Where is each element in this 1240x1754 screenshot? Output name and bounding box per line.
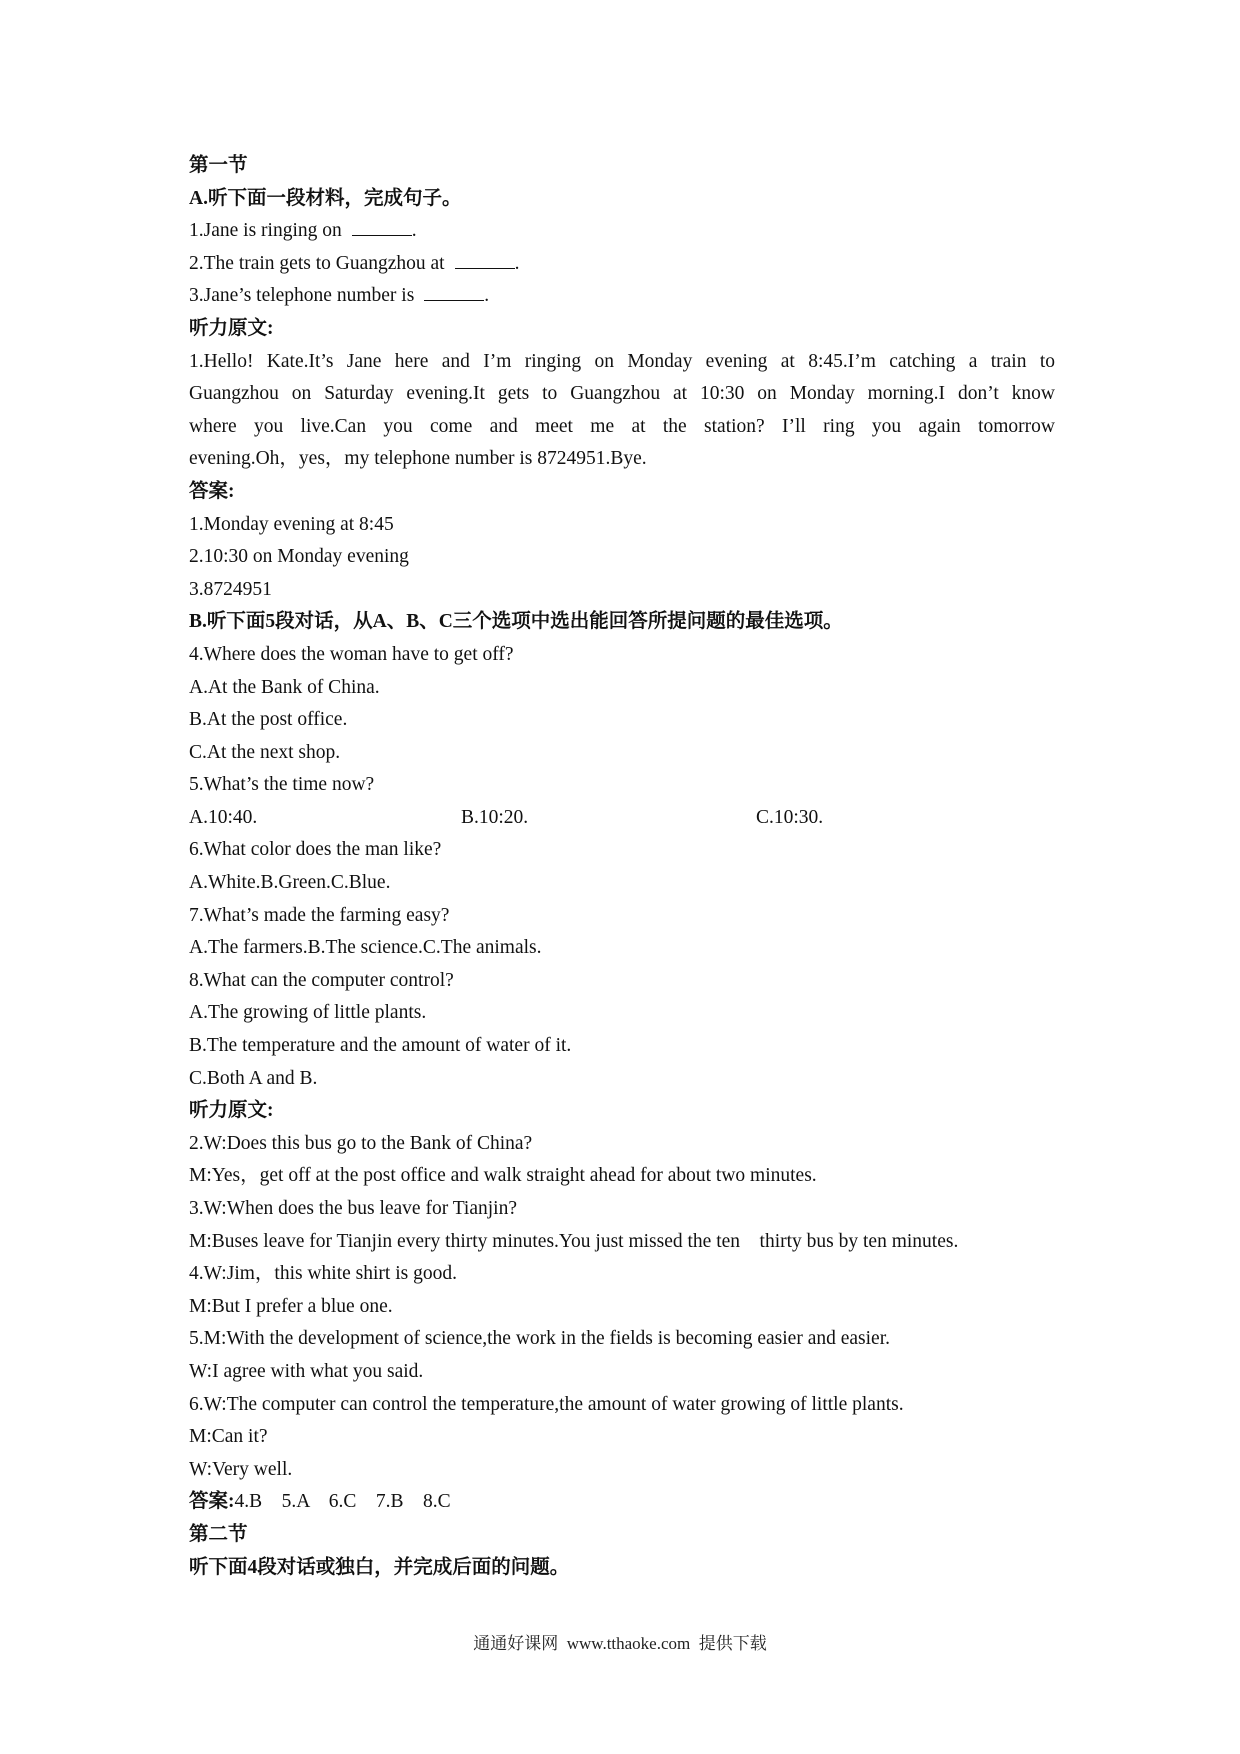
- option-line: B.The temperature and the amount of water of it.: [189, 1035, 572, 1057]
- transcript-line: where you live.Can you come and meet me at the station? I’ll ring you again tomorrow: [189, 415, 1055, 437]
- question-3-text: 3.Jane’s telephone number is: [189, 285, 415, 307]
- option-line: A.The growing of little plants.: [189, 1002, 427, 1024]
- question-2: 2.The train gets to Guangzhou at .: [189, 248, 1055, 281]
- answer2-label: 答案:: [189, 1491, 235, 1513]
- dialogue-line: M:Can it?: [189, 1426, 268, 1448]
- question-1: 1.Jane is ringing on .: [189, 215, 1055, 248]
- question-6: 6.What color does the man like?: [189, 839, 442, 861]
- section2-heading: 第二节: [189, 1523, 248, 1545]
- dialogue-line: 6.W:The computer can control the temperature,the amount of water growing of little plants.: [189, 1393, 904, 1415]
- dialogue-line: W:I agree with what you said.: [189, 1360, 424, 1382]
- answer-label: 答案:: [189, 480, 235, 502]
- section1-heading: 第一节: [189, 155, 248, 176]
- option-c: C.10:30.: [756, 806, 824, 828]
- option-line: A.White.B.Green.C.Blue.: [189, 872, 391, 894]
- answer2-line: [189, 1486, 1055, 1519]
- option-line: B.At the post office.: [189, 709, 348, 731]
- dialogue-line: M:Buses leave for Tianjin every thirty minutes.You just missed the ten thirty bus by ten minutes.: [189, 1230, 959, 1252]
- option-line: A.The farmers.B.The science.C.The animals.: [189, 937, 542, 959]
- transcript-line: evening.Oh，yes，my telephone number is 8724951.Bye.: [189, 448, 647, 470]
- dialogue-line: 4.W:Jim，this white shirt is good.: [189, 1263, 457, 1285]
- answer-blank: [352, 215, 412, 236]
- partB-title: B.听下面5段对话，从A、B、C三个选项中选出能回答所提问题的最佳选项。: [189, 611, 843, 633]
- transcript2-label: 听力原文:: [189, 1100, 274, 1122]
- page-content: [189, 150, 1055, 1584]
- answer-line: 3.8724951: [189, 578, 272, 600]
- options-row: [189, 802, 1055, 835]
- answer2-values: 4.B 5.A 6.C 7.B 8.C: [234, 1491, 451, 1513]
- option-line: A.At the Bank of China.: [189, 676, 380, 698]
- answer-blank: [455, 248, 515, 269]
- partA-title: A.听下面一段材料，完成句子。: [189, 187, 462, 209]
- section2-instruction: 听下面4段对话或独白，并完成后面的问题。: [189, 1556, 570, 1578]
- dialogue-line: 5.M:With the development of science,the work in the fields is becoming easier and easier.: [189, 1328, 891, 1350]
- question-5: 5.What’s the time now?: [189, 774, 375, 796]
- dialogue-line: M:Yes，get off at the post office and walk straight ahead for about two minutes.: [189, 1165, 817, 1187]
- answer-blank: [424, 280, 484, 301]
- question-8: 8.What can the computer control?: [189, 969, 454, 991]
- question-3: 3.Jane’s telephone number is .: [189, 280, 1055, 313]
- question-4: 4.Where does the woman have to get off?: [189, 643, 514, 665]
- option-line: C.At the next shop.: [189, 741, 341, 763]
- answer-line: 1.Monday evening at 8:45: [189, 513, 394, 535]
- dialogue-line: 3.W:When does the bus leave for Tianjin?: [189, 1198, 517, 1219]
- option-b: B.10:20.: [461, 806, 529, 828]
- option-a: A.10:40.: [189, 806, 258, 828]
- page-footer: 通通好课网 www.tthaoke.com 提供下载: [473, 1634, 767, 1653]
- answer-line: 2.10:30 on Monday evening: [189, 546, 409, 568]
- question-2-text: 2.The train gets to Guangzhou at: [189, 252, 445, 274]
- question-7: 7.What’s made the farming easy?: [189, 904, 450, 926]
- transcript-label: 听力原文:: [189, 317, 274, 339]
- transcript-line: 1.Hello! Kate.It’s Jane here and I’m ringing on Monday evening at 8:45.I’m catching a train to: [189, 350, 1055, 372]
- dialogue-line: W:Very well.: [189, 1458, 293, 1480]
- dialogue-line: M:But I prefer a blue one.: [189, 1295, 393, 1317]
- question-1-text: 1.Jane is ringing on: [189, 220, 342, 242]
- transcript-line: Guangzhou on Saturday evening.It gets to Guangzhou at 10:30 on Monday morning.I don’t know: [189, 383, 1055, 405]
- option-line: C.Both A and B.: [189, 1067, 318, 1089]
- dialogue-line: 2.W:Does this bus go to the Bank of China?: [189, 1132, 533, 1154]
